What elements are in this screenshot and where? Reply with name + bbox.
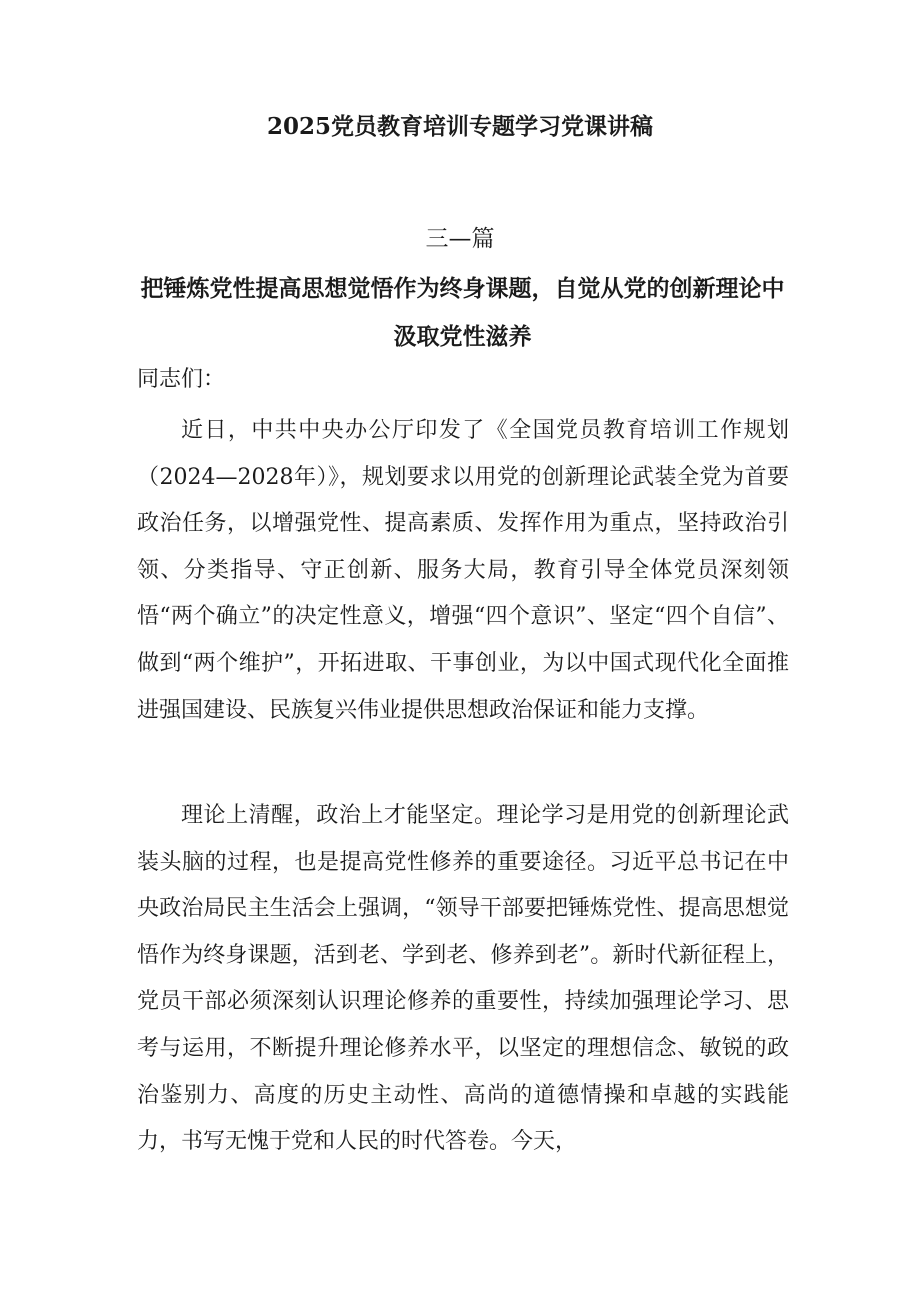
- document-title: 2025党员教育培训专题学习党课讲稿: [266, 113, 653, 140]
- body-paragraph: 近日，中共中央办公厅印发了《全国党员教育培训工作规划（2024—2028年）》，规划要求以用党的创新理论武装全党为首要政治任务，以增强党性、提高素质、发挥作用为重点，坚持政治引领、分类指导、守正创新、服务大局，教育引导全体党员深刻领悟“两个确立”的决定性意义，增强“四个意识”、坚定“四个自信”、做到“两个维护”，开拓进取、干事创业，为以中国式现代化全面推进强国建设、民族复兴伟业提供思想政治保证和能力支撑。: [137, 418, 789, 723]
- salutation: 同志们：: [137, 367, 226, 392]
- document-subtitle: 把锤炼党性提高思想觉悟作为终身课题，自觉从党的创新理论中汲取党性滋养: [140, 276, 785, 350]
- body-paragraph: 理论上清醒，政治上才能坚定。理论学习是用党的创新理论武装头脑的过程，也是提高党性修养的重要途径。习近平总书记在中央政治局民主生活会上强调，“领导干部要把锤炼党性、提高思想觉悟作为终身课题，活到老、学到老、修养到老”。新时代新征程上，党员干部必须深刻认识理论修养的重要性，持续加强理论学习、思考与运用，不断提升理论修养水平，以坚定的理想信念、敏锐的政治鉴别力、高度的历史主动性、高尚的道德情操和卓越的实践能力，书写无愧于党和人民的时代答卷。今天，: [137, 803, 789, 1155]
- part-label: 三—篇: [425, 226, 495, 252]
